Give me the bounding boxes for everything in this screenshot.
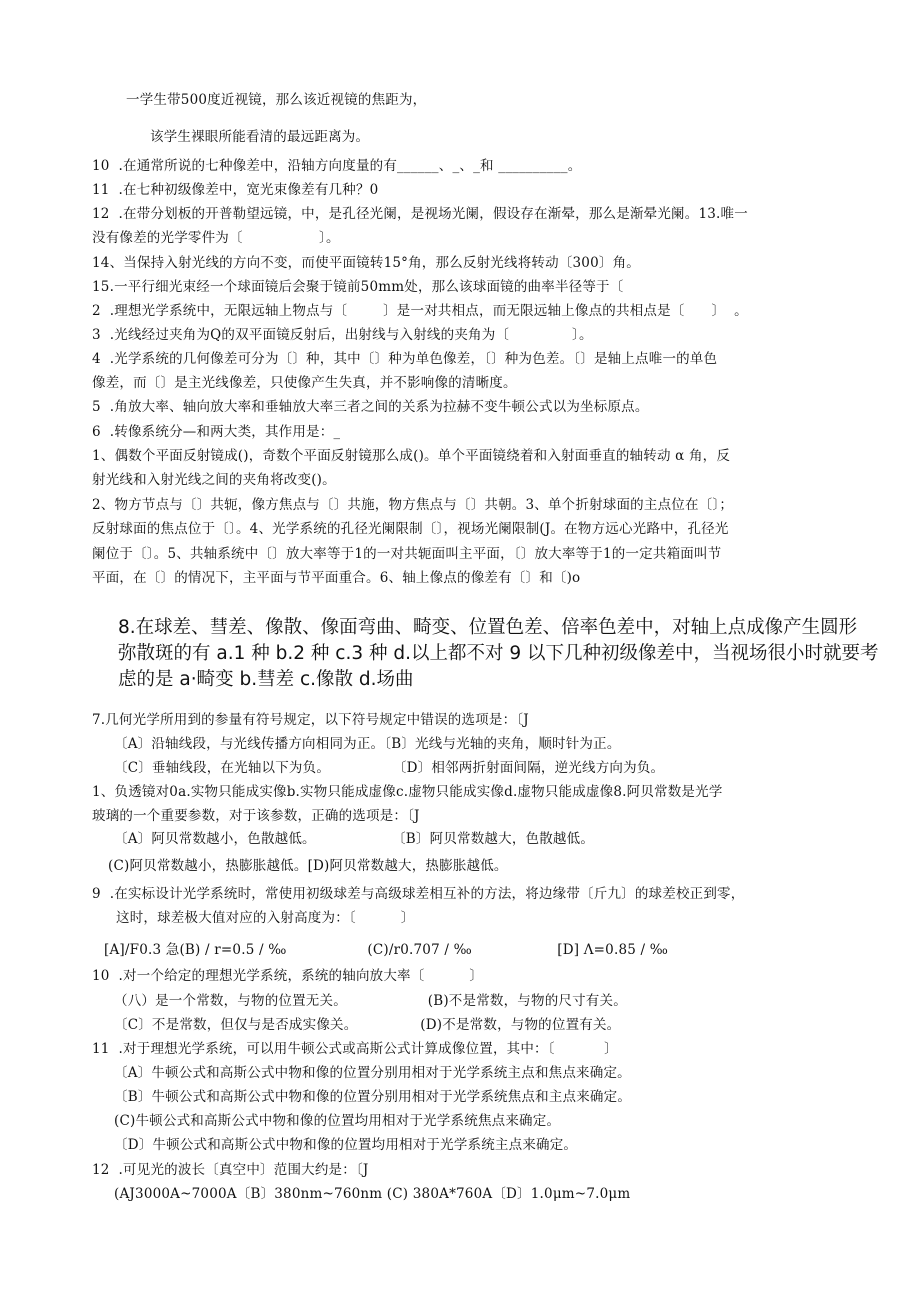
text-line: 阑位于〔〕。5、共轴系统中〔〕放大率等于1的一对共轭面叫主平面，〔〕放大率等于1的一定共箱面叫节	[92, 546, 722, 562]
text-line: 11 .对于理想光学系统，可以用牛顿公式或高斯公式计算成像位置，其中：〔 〕	[92, 1041, 618, 1057]
text-line: 12 .可见光的波长〔真空中〕范围大约是：〔J	[92, 1162, 369, 1178]
text-line: 一学生带500度近视镜，那么该近视镜的焦距为，	[126, 92, 427, 108]
text-line: 6 .转像系统分—和两大类，其作用是：_	[92, 424, 341, 440]
text-line: 1、偶数个平面反射镜成()，奇数个平面反射镜那么成()。单个平面镜绕着和入射面垂直的轴转动 α 角，反	[92, 448, 731, 464]
text-line: 10 .对一个给定的理想光学系统，系统的轴向放大率〔 〕	[92, 968, 484, 984]
text-line: 反射球面的焦点位于〔〕。4、光学系统的孔径光阑限制〔〕，视场光阑限制(J。在物方远心光路中，孔径光	[92, 521, 729, 537]
text-line: 10 .在通常所说的七种像差中，沿轴方向度量的有______、_、_和 __________。	[92, 158, 582, 174]
text-line: 〔D〕牛顿公式和高斯公式中物和像的位置均用相对于光学系统主点来确定。	[114, 1137, 578, 1153]
text-line: 3 .光线经过夹角为Q的双平面镜反射后，出射线与入射线的夹角为〔 〕。	[92, 327, 593, 343]
text-line: 〔C〕不是常数，但仅与是否成实像关。 (D)不是常数，与物的位置有关。	[114, 1017, 621, 1033]
text-line: 没有像差的光学零件为〔 〕。	[92, 230, 340, 246]
text-line: 〔B〕牛顿公式和高斯公式中物和像的位置分别用相对于光学系统焦点和主点来确定。	[114, 1089, 632, 1105]
text-line: 〔C〕垂轴线段，在光轴以下为负。 〔D〕相邻两折射面间隔，逆光线方向为负。	[114, 760, 665, 776]
text-line: 14、当保持入射光线的方向不变，而使平面镜转15°角，那么反射光线将转动〔300〕角。	[92, 255, 640, 271]
large-text-line: 虑的是 a·畸变 b.彗差 c.像散 d.场曲	[118, 669, 414, 690]
text-line: 5 .角放大率、轴向放大率和垂轴放大率三者之间的关系为拉赫不变牛顿公式以为坐标原点。	[92, 399, 649, 415]
text-line: 7.几何光学所用到的参量有符号规定，以下符号规定中错误的选项是：〔J	[92, 712, 529, 728]
text-line: 9 .在实标设计光学系统时，常使用初级球差与高级球差相互补的方法，将边缘带〔斤九〕的球差校正到零，	[92, 886, 745, 902]
text-line: 〔A〕牛顿公式和高斯公式中物和像的位置分别用相对于光学系统主点和焦点来确定。	[114, 1065, 631, 1081]
text-line: 11 .在七种初级像差中，宽光束像差有几种？0	[92, 182, 379, 198]
large-text-line: 弥散斑的有 a.1 种 b.2 种 c.3 种 d.以上都不对 9 以下几种初级像差中，当视场很小时就要考	[118, 643, 879, 664]
large-text-line: 8.在球差、彗差、像散、像面弯曲、畸变、位置色差、倍率色差中，对轴上点成像产生圆形	[118, 617, 858, 638]
text-line: (C)阿贝常数越小，热膨胀越低。[D)阿贝常数越大，热膨胀越低。	[108, 858, 508, 874]
text-line: 该学生裸眼所能看清的最远距离为。	[150, 129, 370, 145]
text-line: (C)牛顿公式和高斯公式中物和像的位置均用相对于光学系统焦点来确定。	[114, 1113, 561, 1129]
text-line: 1、负透镜对0a.实物只能成实像b.实物只能成虚像c.虚物只能成实像d.虚物只能成虚像8.阿贝常数是光学	[92, 784, 723, 800]
text-line: 平面，在〔〕的情况下，主平面与节平面重合。6、轴上像点的像差有〔〕和〔)o	[92, 570, 581, 586]
text-line: 〔A〕沿轴线段，与光线传播方向相同为正。〔B〕光线与光轴的夹角，顺时针为正。	[114, 736, 621, 752]
text-line: （八）是一个常数，与物的位置无关。 (B)不是常数，与物的尺寸有关。	[114, 993, 627, 1009]
text-line: 像差，而〔〕是主光线像差，只使像产生失真，并不影响像的清晰度。	[92, 375, 517, 391]
text-line: [A]/F0.3 急(B) / r=0.5 / ‰ (C)/r0.707 / ‰ [D] Λ=0.85 / ‰	[104, 942, 669, 958]
text-line: 射光线和入射光线之间的夹角将改变()。	[92, 472, 336, 488]
text-line: 2 .理想光学系统中，无限远轴上物点与〔 〕是一对共相点，而无限远轴上像点的共相点是〔 〕 。	[92, 303, 748, 319]
text-line: 4 .光学系统的几何像差可分为〔〕种，其中〔〕种为单色像差，〔〕种为色差。〔〕是轴上点唯一的单色	[92, 351, 718, 367]
text-line: 12 .在带分划板的开普勒望远镜，中，是孔径光阑，是视场光阑，假设存在渐晕，那么是渐晕光阑。13.唯一	[92, 206, 748, 222]
text-line: 这时，球差极大值对应的入射高度为：〔 〕	[116, 910, 415, 926]
text-line: 2、物方节点与〔〕共轭，像方焦点与〔〕共施，物方焦点与〔〕共朝。3、单个折射球面的主点位在〔〕；	[92, 497, 734, 513]
text-line: (AJ3000A~7000A〔B〕380nm~760nm (C) 380A*760A〔D〕1.0μm~7.0μm	[114, 1186, 631, 1202]
text-line: 玻璃的一个重要参数，对于该参数，正确的选项是：〔J	[92, 808, 420, 824]
text-line: 〔A〕阿贝常数越小，色散越低。 〔B〕阿贝常数越大，色散越低。	[114, 831, 595, 847]
text-line: 15.一平行细光束经一个球面镜后会聚于镜前50mm处，那么该球面镜的曲率半径等于〔	[92, 279, 624, 295]
